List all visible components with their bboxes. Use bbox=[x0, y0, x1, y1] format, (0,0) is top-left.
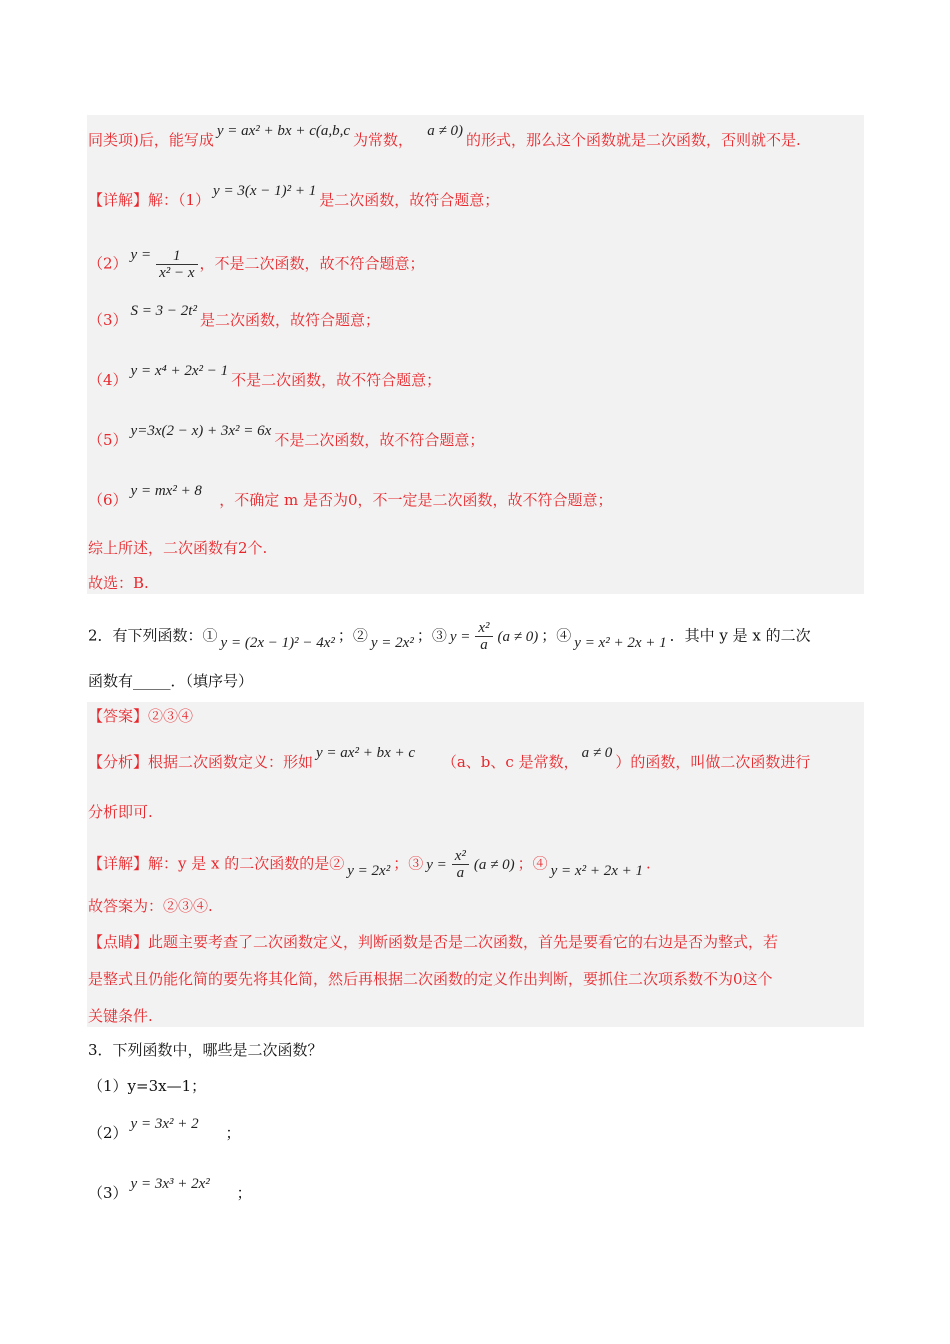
question-text: ；② bbox=[337, 626, 368, 645]
math-formula: y = ax² + bx + c(a,b,c bbox=[216, 123, 351, 139]
text-line bbox=[88, 669, 253, 693]
answer-text: 是整式且仍能化简的要先将其化简，然后再根据二次函数的定义作出判断，要抓住二次项系数不为0这个 bbox=[88, 970, 773, 988]
text-line bbox=[88, 894, 213, 918]
text-line bbox=[88, 1074, 206, 1098]
text-line bbox=[88, 303, 380, 332]
answer-text: 综上所述，二次函数有2个. bbox=[88, 539, 268, 557]
answer-text: 分析即可. bbox=[88, 803, 153, 821]
answer-text: ，不确定 m 是否为0，不一定是二次函数，故不符合题意； bbox=[204, 491, 613, 509]
answer-text: ；③ bbox=[393, 854, 424, 873]
text-line bbox=[88, 620, 811, 653]
math-fraction bbox=[452, 848, 469, 881]
text-line bbox=[88, 1004, 153, 1028]
answer-text: ；④ bbox=[517, 854, 548, 873]
math-formula: y = (2x − 1)² − 4x² bbox=[220, 634, 335, 651]
math-formula: y = bbox=[449, 628, 471, 645]
question-text: （1）y=3x—1； bbox=[88, 1077, 207, 1095]
denominator: a bbox=[456, 865, 465, 881]
question-text: ．其中 y 是 x 的二次 bbox=[669, 626, 811, 645]
text-line bbox=[88, 536, 267, 560]
math-fraction bbox=[156, 248, 197, 281]
question-text: ；③ bbox=[416, 626, 447, 645]
question-text: ；④ bbox=[541, 626, 572, 645]
math-formula: y = 3x³ + 2x² bbox=[130, 1176, 210, 1192]
math-formula: y = x² + 2x + 1 bbox=[574, 634, 667, 651]
text-line bbox=[88, 483, 613, 512]
numerator: x² bbox=[452, 848, 469, 865]
math-formula: y = 2x² bbox=[370, 634, 414, 651]
answer-text: ，不是二次函数，故不符合题意； bbox=[199, 254, 425, 273]
answer-text: 【答案】②③④ bbox=[88, 707, 194, 725]
math-formula: y = x² + 2x + 1 bbox=[550, 862, 643, 879]
text-line bbox=[88, 246, 425, 281]
answer-text: 【分析】根据二次函数定义：形如 bbox=[88, 753, 314, 771]
answer-text: 不是二次函数，故不符合题意； bbox=[231, 371, 442, 389]
math-formula: y = ax² + bx + c bbox=[316, 745, 416, 761]
answer-text: . bbox=[645, 854, 651, 873]
answer-text: （3） bbox=[88, 311, 128, 329]
math-formula: y = bbox=[130, 246, 152, 263]
math-formula: y = 3x² + 2 bbox=[130, 1116, 199, 1132]
text-line bbox=[88, 571, 149, 595]
answer-text: 【点睛】此题主要考查了二次函数定义，判断函数是否是二次函数，首先是要看它的右边是否为整式，若 bbox=[88, 933, 779, 951]
numerator: 1 bbox=[156, 248, 197, 265]
text-line bbox=[88, 1176, 252, 1205]
math-formula: (a ≠ 0) bbox=[497, 628, 539, 645]
text-line bbox=[88, 930, 778, 954]
text-line bbox=[88, 704, 193, 728]
numerator: x² bbox=[475, 620, 492, 637]
text-line bbox=[88, 183, 500, 212]
answer-text: 同类项)后，能写成 bbox=[88, 131, 214, 149]
math-formula: y = 3(x − 1)² + 1 bbox=[213, 183, 317, 199]
answer-text: 【详解】解：（1） bbox=[88, 191, 211, 209]
question-text: （3） bbox=[88, 1184, 128, 1202]
denominator: x² − x bbox=[159, 265, 195, 281]
denominator: a bbox=[480, 637, 488, 653]
answer-text: 为常数， bbox=[353, 131, 414, 149]
math-fraction bbox=[475, 620, 492, 653]
text-line bbox=[88, 1116, 241, 1145]
answer-text: （a、b、c 是常数， bbox=[418, 753, 579, 771]
answer-text: （5） bbox=[88, 431, 128, 449]
math-formula: a ≠ 0 bbox=[581, 745, 613, 761]
math-formula: y = bbox=[426, 856, 447, 873]
answer-text: 【详解】解：y 是 x 的二次函数的是② bbox=[88, 854, 345, 873]
question-text: ； bbox=[201, 1124, 241, 1142]
math-formula: y=3x(2 − x) + 3x² = 6x bbox=[130, 423, 272, 439]
text-line bbox=[88, 363, 442, 392]
answer-text: 的形式，那么这个函数就是二次函数，否则就不是. bbox=[466, 131, 801, 149]
text-line bbox=[88, 967, 773, 991]
math-formula: y = 2x² bbox=[347, 862, 391, 879]
answer-text: （6） bbox=[88, 491, 128, 509]
answer-text: 故答案为：②③④. bbox=[88, 897, 213, 915]
answer-text: 不是二次函数，故不符合题意； bbox=[274, 431, 485, 449]
answer-text: （2） bbox=[88, 254, 128, 273]
text-line bbox=[88, 745, 811, 774]
math-formula: y = x⁴ + 2x² − 1 bbox=[130, 363, 229, 379]
answer-text: 是二次函数，故符合题意； bbox=[199, 311, 380, 329]
answer-text: 是二次函数，故符合题意； bbox=[319, 191, 500, 209]
question-text: ； bbox=[212, 1184, 252, 1202]
answer-text: ）的函数，叫做二次函数进行 bbox=[615, 753, 811, 771]
math-formula: S = 3 − 2t² bbox=[130, 303, 197, 319]
math-formula: y = mx² + 8 bbox=[130, 483, 202, 499]
text-line bbox=[88, 423, 485, 452]
answer-text: 故选：B. bbox=[88, 574, 149, 592]
question-text: 函数有_____．（填序号） bbox=[88, 672, 254, 690]
solution-box-1 bbox=[87, 115, 864, 594]
answer-text: 关键条件. bbox=[88, 1007, 153, 1025]
text-line bbox=[88, 123, 801, 152]
text-line bbox=[88, 1038, 323, 1062]
question-text: 3．下列函数中，哪些是二次函数？ bbox=[88, 1041, 323, 1059]
text-line bbox=[88, 800, 153, 824]
question-text: 2．有下列函数：① bbox=[88, 626, 218, 645]
math-formula: (a ≠ 0) bbox=[473, 856, 515, 873]
text-line bbox=[88, 848, 651, 881]
answer-text: （4） bbox=[88, 371, 128, 389]
question-text: （2） bbox=[88, 1124, 128, 1142]
math-formula: a ≠ 0) bbox=[416, 123, 464, 139]
